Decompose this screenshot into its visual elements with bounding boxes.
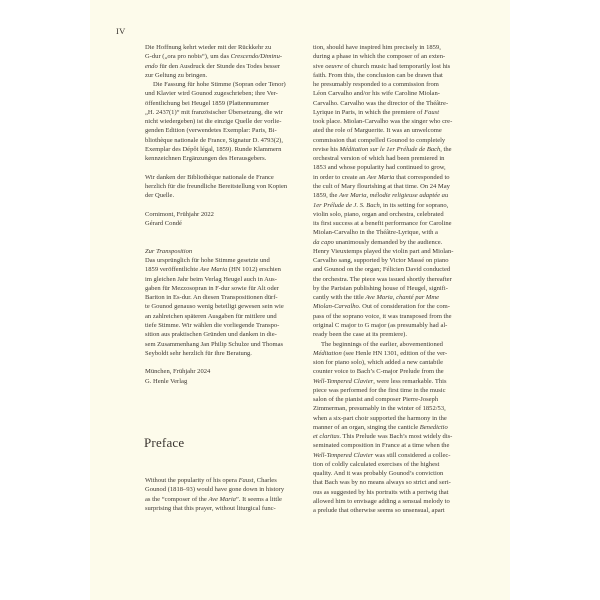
text-line: revise his Méditation sur le 1er Prélude de Bach, the [313, 145, 452, 153]
text-line: im gleichen Jahr beim Verlag Heugel auch in Aus- [145, 275, 277, 283]
left-column [145, 43, 308, 386]
text-line: bliothèque nationale de France, Signatur D. 4793(2), [145, 136, 283, 144]
text-line: during a phase in which the composer of an exten- [313, 53, 446, 61]
text-line: ated the role of Marguerite. It was an unwelcome [313, 127, 442, 135]
text-line: an zahlreichen späteren Ausgaben für mittlere und [145, 312, 277, 320]
text-line: endo für den Ausdruck der Stunde des Todes besser [145, 62, 281, 70]
text-line: as the “composer of the Ave Maria”. It seems a little [145, 495, 282, 503]
signature-conde [145, 210, 308, 229]
text-line: genden Edition (verwendetes Exemplar: Paris, Bi- [145, 127, 277, 135]
signature-henle [145, 367, 308, 386]
signature-author: G. Henle Verlag [145, 377, 188, 385]
text-line: commission that compelled Gounod to completely [313, 136, 446, 144]
spacer [145, 238, 308, 247]
text-line: te Gounod genauso wenig beteiligt gewesen sein wie [145, 303, 284, 311]
paragraph-hoffnung [145, 43, 308, 80]
text-line: Die Hoffnung kehrt wieder mit der Rückkehr zu [145, 44, 272, 51]
text-line: Carvalho. Carvalho was the director of the Théâtre- [313, 99, 449, 107]
text-line: cantly with the title Ave Maria, chanté par Mme [313, 294, 440, 302]
text-line: allowed him to envisage adding a sensual melody to [313, 498, 450, 506]
text-line: its first success at a benefit performance for Caroline [313, 220, 452, 228]
section-transposition [145, 247, 308, 358]
text-line: sition aus praktischen Gründen und danken in die- [145, 331, 277, 339]
text-line: 1er Prélude de J. S. Bach, in its setting for soprano, [313, 201, 449, 209]
text-line: ready been the case at its premiere). [313, 331, 407, 339]
text-line: Carvalho sang, supported by Victor Massé on piano [313, 257, 449, 265]
text-line: that Bach was by no means always so strict and seri- [313, 479, 451, 487]
text-line: counter voice to Bach’s C-major Prelude from the [313, 368, 444, 376]
spacer [145, 163, 308, 172]
text-line: nicht wiedergeben) ist die einzige Quelle der vorlie- [145, 118, 282, 126]
text-line: by the Parisian publishing house of Heugel, signifi- [313, 284, 448, 292]
text-line: salon of the pianist and composer Pierre-Joseph [313, 396, 439, 404]
text-line: öffentlichung bei Heugel 1859 (Plattennummer [145, 99, 269, 107]
text-line: Das ursprünglich für hohe Stimme gesetzte und [145, 257, 270, 265]
text-line: Méditation (see Henle HN 1301, edition of the ver- [313, 349, 448, 357]
text-line: der Quelle. [145, 192, 175, 200]
text-line: 1853 and whose popularity had continued to grow, [313, 164, 446, 172]
text-line: 1859 veröffentlichte Ave Maria (HN 1012) erschien [145, 266, 281, 274]
text-line: the cult of Mary flourishing at that time. On 24 May [313, 182, 450, 190]
text-line: Without the popularity of his opera Faust, Charles [145, 477, 277, 484]
text-line: pass of the soprano voice, it was transposed from the [313, 312, 452, 320]
text-line: tion, should have inspired him precisely in 1859, [313, 44, 441, 51]
spacer [145, 228, 308, 237]
signature-place-date: München, Frühjahr 2024 [145, 368, 211, 376]
preface-intro [145, 476, 308, 513]
text-line: orchestral version of which had been premiered in [313, 155, 445, 163]
right-column [313, 43, 477, 516]
text-line: G-dur („ora pro nobis“), um das Crescendo/Diminu- [145, 53, 283, 61]
text-line: sem Zusammenhang Jan Philip Schulze und Thomas [145, 340, 284, 348]
preface-heading: Preface [144, 435, 185, 450]
page-number: IV [116, 26, 126, 36]
text-line: sive oeuvre of church music had temporarily lost his [313, 62, 451, 70]
text-line: took place. Miolan-Carvalho was the singer who cre- [313, 118, 453, 126]
text-line: tion of coldly calculated exercises of the highest [313, 460, 440, 468]
text-line: quality. And it was probably Gounod’s conviction [313, 470, 444, 478]
text-line: manner of an organ, singing the canticle Benedictio [313, 423, 448, 431]
text-line: in order to create an Ave Maria that corresponded to [313, 173, 450, 181]
text-line: tiefe Stimme. Wir wählen die vorliegende Transpo- [145, 321, 280, 329]
text-line: ous as suggested by his portraits with a periwig that [313, 488, 449, 496]
text-line: The beginnings of the earlier, abovementioned [321, 340, 443, 348]
text-line: kennzeichnen Ergänzungen des Herausgebers. [145, 155, 267, 163]
text-line: et claritas. This Prelude was Bach’s most widely dis- [313, 433, 453, 441]
signature-place-date: Cornimont, Frühjahr 2022 [145, 210, 214, 218]
text-line: surprising that this prayer, without liturgical func- [145, 504, 276, 512]
text-line: Léon Carvalho and/or his wife Caroline Miolan- [313, 90, 440, 98]
text-line: Seyboldt sehr herzlich für ihre Beratung. [145, 349, 252, 357]
text-line: Zimmerman, presumably in the winter of 1852/53, [313, 405, 446, 413]
text-line: Miolan-Carvalho. Out of consideration for the com- [313, 303, 450, 311]
text-line: when a six-part choir supported the harmony in the [313, 414, 447, 422]
text-line: seminated composition in France at a time when the [313, 442, 450, 450]
text-line: Exemplar des Dépôt légal, 1859). Runde Klammern [145, 145, 282, 153]
text-line: Bariton in Es-dur. An diesen Transpositionen dürf- [145, 294, 278, 302]
signature-author: Gérard Condé [145, 220, 182, 228]
text-line: the orchestra. The piece was issued shortly thereafter [313, 275, 452, 283]
text-line: faith. From this, the conclusion can be drawn that [313, 71, 443, 79]
text-line: Wir danken der Bibliothèque nationale de France [145, 173, 274, 181]
text-line: Well-Tempered Clavier was still considered a collec- [313, 451, 451, 459]
text-line: a prelude that otherwise seems so unsensual, apart [313, 507, 445, 515]
text-line: violin solo, piano, organ and orchestra, celebrated [313, 210, 444, 218]
text-line: und Klavier wird Gounod zugeschrieben; ihre Ver- [145, 90, 278, 98]
text-line: he presumably responded to a commission from [313, 81, 439, 89]
section-heading: Zur Transposition [145, 247, 193, 255]
paragraph-dank [145, 173, 308, 201]
spacer [145, 358, 308, 367]
text-line: and Gounod on the organ; Félicien David conducted [313, 266, 451, 274]
text-line: zur Geltung zu bringen. [145, 71, 208, 79]
text-line: gaben für Mezzosopran in F-dur sowie für Alt oder [145, 284, 279, 292]
text-line: Die Fassung für hohe Stimme (Sopran oder Tenor) [153, 81, 286, 89]
text-line: Well-Tempered Clavier, were less remarkable. This [313, 377, 447, 385]
text-line: sion for piano solo), which added a new cantabile [313, 359, 443, 367]
text-line: Miolan-Carvalho in the Théâtre-Lyrique, with a [313, 229, 438, 237]
text-line: Lyrique in Paris, in which the premiere of Faust [313, 108, 440, 116]
text-line: 1859, the Ave Maria, mélodie religieuse adaptée au [313, 192, 449, 200]
text-line: „H. 2437(1)“ mit französischer Übersetzung, die wir [145, 108, 283, 116]
text-line: da capo unanimously demanded by the audience. [313, 238, 443, 246]
text-line: Henry Vieuxtemps played the violin part and Miolan- [313, 247, 454, 255]
text-line: Gounod (1818–93) would have gone down in history [145, 486, 285, 494]
spacer [145, 201, 308, 210]
text-line: original C major to G major (as presumably had al- [313, 321, 448, 329]
text-line: piece was performed for the first time in the music [313, 386, 446, 394]
paragraph-fassung [145, 80, 308, 163]
text-line: herzlich für die freundliche Bereitstellung von Kopien [145, 182, 288, 190]
